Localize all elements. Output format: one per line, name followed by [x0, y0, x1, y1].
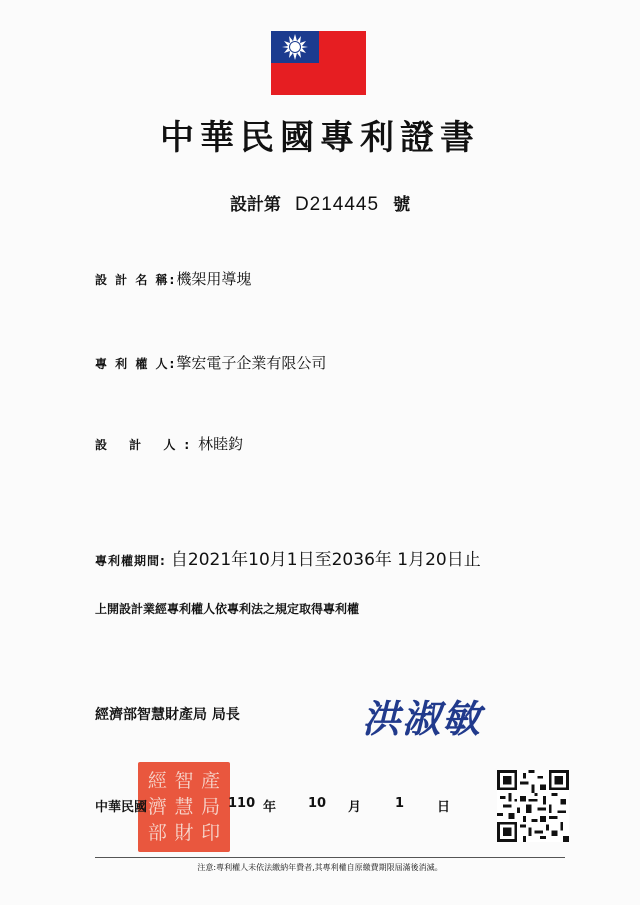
patentee-row: [95, 352, 326, 373]
footer-divider: [95, 857, 565, 858]
director-signature: 洪淑敏: [362, 696, 483, 741]
seal-char: 慧: [174, 795, 194, 818]
designer-row: [95, 433, 243, 454]
seal-char: 產: [201, 769, 221, 792]
design-name-label: 設 計 名 稱:: [95, 273, 177, 287]
number-prefix: 設計第: [229, 195, 281, 215]
certificate-title: 中華民國專利證書: [160, 118, 480, 158]
patent-period-row: [95, 545, 481, 570]
date-year-unit: 年: [263, 800, 277, 815]
designer-label: 設 計 人:: [95, 438, 199, 452]
date-era: 中華民國: [95, 800, 148, 815]
certificate-number-line: [0, 190, 640, 216]
period-value: 自2021年10月1日至2036年 1月20日止: [170, 550, 481, 570]
designer-value: 林睦鈞: [198, 435, 244, 453]
period-label: 專利權期間:: [95, 554, 166, 568]
number-suffix: 號: [393, 195, 411, 215]
date-month: 10: [308, 796, 327, 811]
grant-statement: 上開設計業經專利權人依專利法之規定取得專利權: [95, 602, 360, 616]
date-day-unit: 日: [437, 800, 451, 815]
patentee-value: 擎宏電子企業有限公司: [176, 354, 327, 372]
design-name-row: [95, 268, 251, 289]
seal-char: 局: [201, 795, 221, 818]
white-sun-icon: [271, 31, 319, 63]
qr-code-icon: [497, 770, 569, 842]
seal-char: 濟: [147, 795, 167, 818]
official-seal: [138, 762, 230, 852]
seal-char: 財: [174, 821, 194, 844]
seal-char: 智: [174, 769, 194, 792]
certificate-number: D214445: [294, 194, 380, 215]
seal-char: 經: [147, 769, 167, 792]
date-month-unit: 月: [348, 800, 362, 815]
footnote: 注意:專利權人未依法繳納年費者,其專利權自原繳費期限屆滿後消滅。: [197, 863, 443, 872]
date-year: 110: [228, 796, 256, 811]
roc-flag: [271, 31, 366, 95]
date-day: 1: [395, 796, 405, 811]
seal-char: 部: [147, 821, 167, 844]
issuing-authority: 經濟部智慧財產局 局長: [95, 707, 240, 723]
patentee-label: 專 利 權 人:: [95, 357, 177, 371]
seal-char: 印: [201, 821, 221, 844]
design-name-value: 機架用導塊: [176, 270, 252, 288]
